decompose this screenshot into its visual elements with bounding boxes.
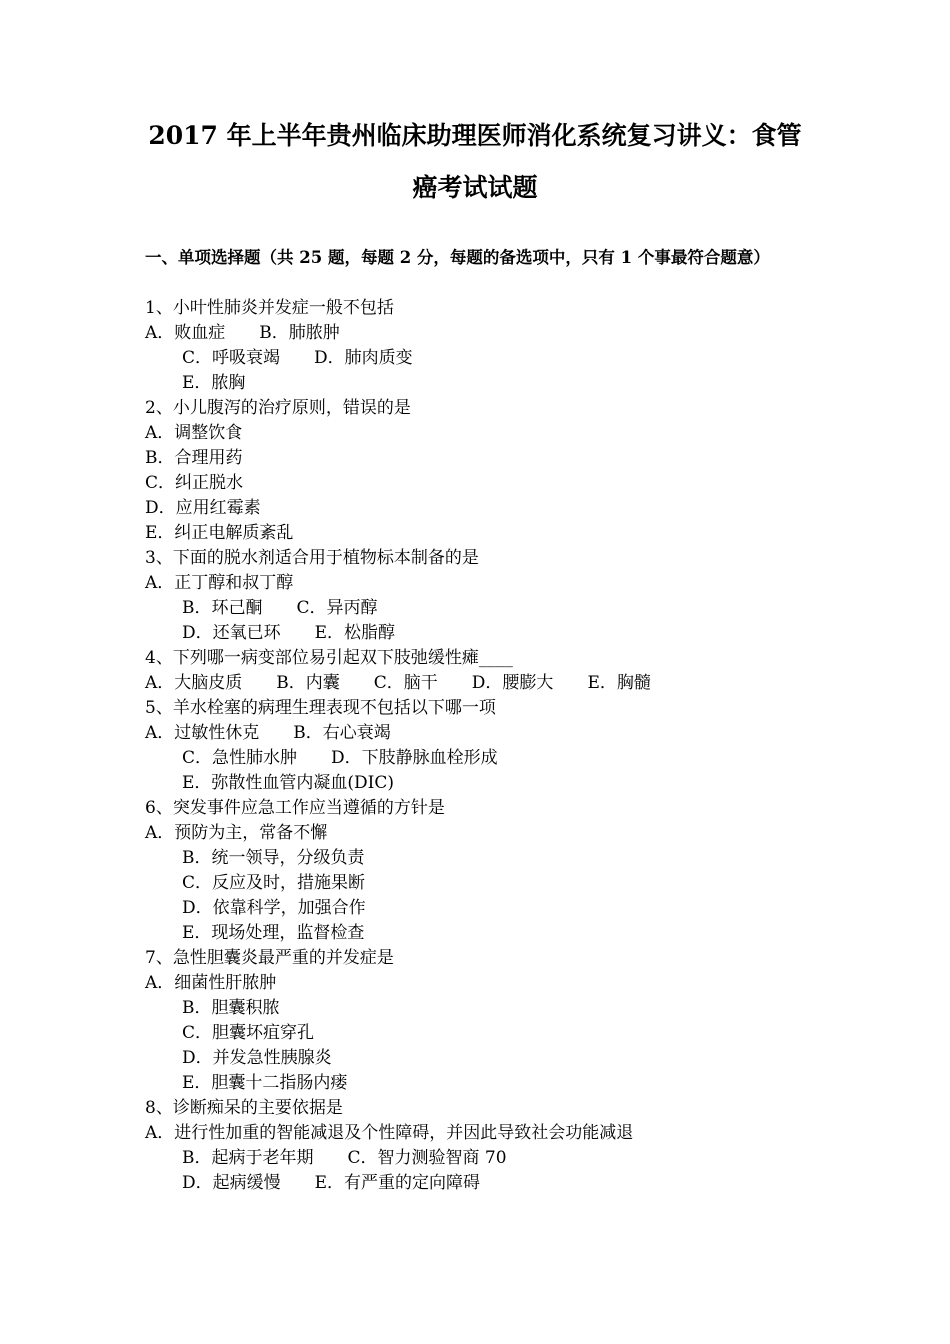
option-line [182,846,365,871]
answer-option: C．呼吸衰竭 [182,348,281,368]
answer-option: D．依靠科学，加强合作 [182,898,366,918]
question-stem: 5、羊水栓塞的病理生理表现不包括以下哪一项 [145,698,496,718]
answer-option: C．智力测验智商 70 [347,1148,507,1168]
answer-option: D．起病缓慢 [182,1173,281,1193]
option-line [182,1021,314,1046]
answer-option: C．脑干 [373,673,438,693]
question-stem: 7、急性胆囊炎最严重的并发症是 [145,948,394,968]
answer-option: E．脓胸 [182,373,246,393]
option-line [145,321,340,346]
answer-option: E．有严重的定向障碍 [314,1173,481,1193]
section-heading: 一、单项选择题（共 25 题，每题 2 分，每题的备选项中，只有 1 个事最符合题意） [145,248,770,267]
answer-option: C．急性肺水肿 [182,748,298,768]
answer-option: C．反应及时，措施果断 [182,873,366,893]
answer-option: E．现场处理，监督检查 [182,923,365,943]
question-stem: 4、下列哪一病变部位易引起双下肢弛缓性瘫____ [145,648,513,668]
answer-option: B．起病于老年期 [182,1148,314,1168]
question-stem: 6、突发事件应急工作应当遵循的方针是 [145,798,445,818]
answer-option: E．胸髓 [587,673,651,693]
option-line [182,371,245,396]
option-line [145,496,261,521]
answer-option: E．弥散性血管内凝血(DIC) [182,773,395,793]
question-stem: 8、诊断痴呆的主要依据是 [145,1098,343,1118]
answer-option: D．还氧已环 [182,623,281,643]
answer-option: D．肺肉质变 [314,348,413,368]
answer-option: A．进行性加重的智能减退及个性障碍，并因此导致社会功能减退 [145,1123,634,1143]
answer-option: B．胆囊积脓 [182,998,280,1018]
answer-option: B．合理用药 [145,448,243,468]
answer-option: C．胆囊坏疽穿孔 [182,1023,315,1043]
option-line [145,521,293,546]
answer-option: E．胆囊十二指肠内瘘 [182,1073,348,1093]
answer-option: A．调整饮食 [145,423,243,443]
answer-option: B．右心衰竭 [293,723,391,743]
option-line [182,1071,347,1096]
option-line [145,571,293,596]
option-line [145,721,391,746]
option-line [182,871,365,896]
question-stem: 1、小叶性肺炎并发症一般不包括 [145,298,394,318]
answer-option: D．应用红霉素 [145,498,261,518]
option-line [145,821,327,846]
option-line [145,971,276,996]
option-line [145,671,651,696]
answer-option: D．腰膨大 [471,673,554,693]
option-line [182,1171,480,1196]
option-line [182,746,498,771]
option-line [182,771,394,796]
option-line [145,1121,633,1146]
answer-option: B．统一领导，分级负责 [182,848,365,868]
option-line [182,621,395,646]
option-line [145,421,242,446]
option-line [182,596,378,621]
answer-option: A．败血症 [145,323,226,343]
answer-option: D．并发急性胰腺炎 [182,1048,332,1068]
answer-option: A．正丁醇和叔丁醇 [145,573,294,593]
answer-option: A．细菌性肝脓肿 [145,973,277,993]
option-line [182,1046,332,1071]
option-line [182,346,413,371]
question-stem: 2、小儿腹泻的治疗原则，错误的是 [145,398,411,418]
answer-option: A．大脑皮质 [145,673,243,693]
answer-option: C．纠正脱水 [145,473,244,493]
answer-option: E．松脂醇 [314,623,396,643]
answer-option: C．异丙醇 [296,598,378,618]
option-line [182,996,280,1021]
document-title-line-2: 癌考试试题 [412,173,538,202]
question-stem: 3、下面的脱水剂适合用于植物标本制备的是 [145,548,479,568]
option-line [182,921,364,946]
answer-option: D．下肢静脉血栓形成 [331,748,498,768]
answer-option: B．肺脓肿 [259,323,340,343]
answer-option: E．纠正电解质紊乱 [145,523,294,543]
option-line [145,471,243,496]
answer-option: A．过敏性休克 [145,723,260,743]
answer-option: B．环己酮 [182,598,263,618]
option-line [182,896,366,921]
answer-option: A．预防为主，常备不懈 [145,823,328,843]
answer-option: B．内囊 [276,673,340,693]
option-line [182,1146,507,1171]
option-line [145,446,243,471]
document-title-line-1: 2017 年上半年贵州临床助理医师消化系统复习讲义：食管 [148,121,802,150]
